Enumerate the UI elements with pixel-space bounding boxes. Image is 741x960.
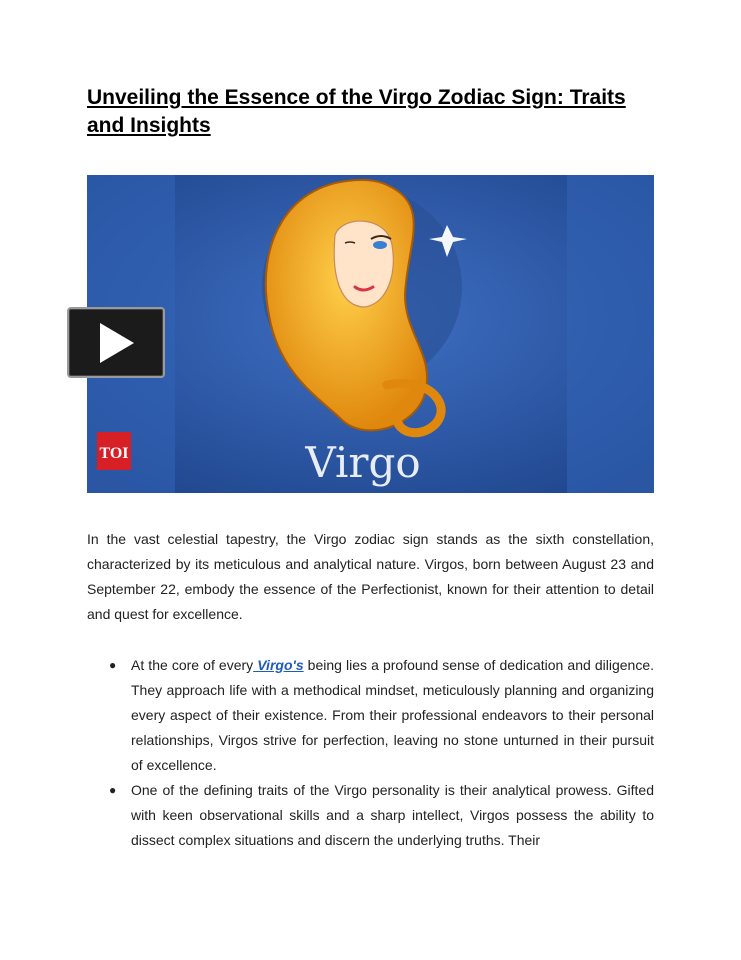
toi-badge-text: TOI xyxy=(99,445,129,462)
hero-caption: Virgo xyxy=(305,438,421,487)
list-item: ● At the core of every Virgo's being lies a profound sense of dedication and diligence. They approach life with a methodical mindset, meticulously planning and organizing every aspect of their existence. From their professional endeavors to their personal relationships, Virgos strive for perfection, leaving no stone unturned in their pursuit of excellence. xyxy=(87,653,654,778)
bullet-list-container xyxy=(87,653,654,856)
play-icon xyxy=(96,321,136,365)
virgo-link[interactable]: Virgo's xyxy=(253,657,304,673)
play-button[interactable] xyxy=(67,307,165,378)
bullet-dot-icon: ● xyxy=(109,658,117,672)
list-item: ● One of the defining traits of the Virgo personality is their analytical prowess. Gifted with keen observational skills and a sharp intellect, Virgos possess the ability to dissect complex situations and discern the underlying truths. Their xyxy=(87,778,654,853)
page-title: Unveiling the Essence of the Virgo Zodiac Sign: Traits and Insights xyxy=(87,86,626,137)
bullet-list xyxy=(87,653,654,853)
hero-image xyxy=(87,175,654,493)
virgo-illustration xyxy=(87,175,654,493)
intro-paragraph: In the vast celestial tapestry, the Virgo zodiac sign stands as the sixth constellation, characterized by its meticulous and analytical nature. Virgos, born between August 23 and September 22, embody the essence of the Perfectionist, known for their attention to detail and quest for excellence. xyxy=(87,531,654,622)
bullet-dot-icon: ● xyxy=(109,783,117,797)
